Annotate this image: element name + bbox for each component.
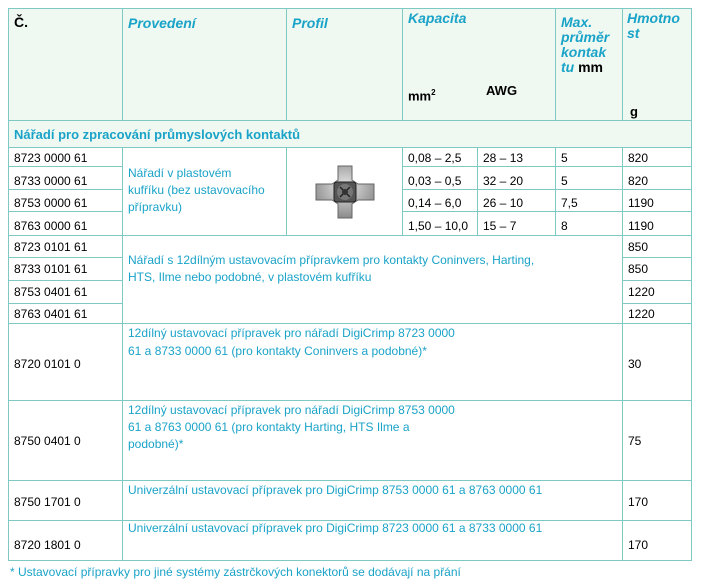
- cislo-cell: 8733 0000 61: [14, 174, 88, 188]
- grid-line: [555, 8, 556, 120]
- grid-line: [8, 560, 692, 561]
- grid-line: [622, 303, 692, 304]
- max-cell: 5: [561, 151, 568, 165]
- grid-line: [286, 147, 287, 235]
- grid-line: [8, 120, 692, 121]
- grid-line: [122, 147, 123, 561]
- grid-line: [286, 8, 287, 120]
- mm2-cell: 0,03 – 0,5: [408, 174, 462, 188]
- group2-description: Nářadí s 12dílným ustavovacím přípravkem pro kontakty Coninvers, Harting, HTS, Ilme nebo podobné, v plastovém kufříku: [128, 253, 535, 284]
- mm2-cell: 1,50 – 10,0: [408, 219, 469, 233]
- cislo-cell: 8763 0401 61: [14, 307, 88, 321]
- hmot-cell: 820: [628, 151, 649, 165]
- hmot-cell: 1220: [628, 307, 655, 321]
- awg-cell: 28 – 13: [483, 151, 524, 165]
- cislo-cell: 8720 0101 0: [14, 357, 81, 371]
- max-cell: 5: [561, 174, 568, 188]
- row-description: Univerzální ustavovací přípravek pro DigiCrimp 8753 0000 61 a 8763 0000 61: [128, 483, 543, 497]
- grid-line: [402, 8, 403, 120]
- grid-line: [622, 280, 692, 281]
- header-hmotnost: Hmotno st: [627, 10, 680, 41]
- grid-line: [402, 166, 692, 167]
- hmot-cell: 30: [628, 357, 642, 371]
- grid-line: [8, 235, 692, 236]
- max-cell: 8: [561, 219, 568, 233]
- row-description: Univerzální ustavovací přípravek pro DigiCrimp 8723 0000 61 a 8733 0000 61: [128, 521, 543, 535]
- cislo-cell: 8723 0101 61: [14, 240, 88, 254]
- header-provedeni: Provedení: [128, 15, 196, 31]
- grid-line: [8, 280, 122, 281]
- hmot-cell: 820: [628, 174, 649, 188]
- grid-line: [8, 166, 122, 167]
- grid-line: [555, 147, 556, 235]
- header-unit-mm2: $mm^2$: [408, 88, 436, 104]
- hmot-cell: 170: [628, 538, 649, 552]
- grid-line: [8, 480, 692, 481]
- grid-line: [622, 8, 623, 120]
- section-title: Nářadí pro zpracování průmyslových kontaktů: [14, 127, 301, 142]
- header-profil: Profil: [292, 15, 328, 31]
- grid-line: [8, 8, 692, 9]
- header-kapacita: Kapacita: [408, 10, 467, 26]
- row-description: 12dílný ustavovací přípravek pro nářadí DigiCrimp 8753 0000 61 a 8763 0000 61 (pro kontakty Harting, HTS Ilme a podobné)*: [128, 403, 455, 451]
- group1-description: Nářadí v plastovém kufříku (bez ustavovacího přípravku): [128, 166, 265, 214]
- cislo-cell: 8720 1801 0: [14, 538, 81, 552]
- cislo-cell: 8750 0401 0: [14, 434, 81, 448]
- max-cell: 7,5: [561, 196, 578, 210]
- hmot-cell: 850: [628, 240, 649, 254]
- cislo-cell: 8753 0000 61: [14, 196, 88, 210]
- grid-line: [8, 211, 122, 212]
- awg-cell: 32 – 20: [483, 174, 524, 188]
- grid-line: [8, 303, 122, 304]
- crimp-die-profile-icon: [310, 162, 380, 222]
- hmot-cell: 850: [628, 262, 649, 276]
- hmot-cell: 75: [628, 434, 642, 448]
- cislo-cell: 8763 0000 61: [14, 219, 88, 233]
- grid-line: [622, 147, 623, 561]
- grid-line: [8, 189, 122, 190]
- grid-line: [122, 8, 123, 120]
- cislo-cell: 8753 0401 61: [14, 285, 88, 299]
- header-unit-awg: AWG: [486, 83, 518, 98]
- grid-line: [402, 211, 692, 212]
- grid-line: [8, 147, 692, 148]
- grid-line: [477, 147, 478, 235]
- grid-line: [8, 8, 9, 561]
- footnote: * Ustavovací přípravky pro jiné systémy zástrčkových konektorů se dodávají na přání: [10, 565, 461, 579]
- cislo-cell: 8733 0101 61: [14, 262, 88, 276]
- mm2-cell: 0,08 – 2,5: [408, 151, 462, 165]
- grid-line: [691, 8, 692, 561]
- hmot-cell: 1190: [628, 219, 654, 233]
- grid-line: [622, 257, 692, 258]
- grid-line: [8, 257, 122, 258]
- row-description: 12dílný ustavovací přípravek pro nářadí DigiCrimp 8723 0000 61 a 8733 0000 61 (pro kontakty Coninvers a podobné)*: [128, 326, 455, 358]
- cislo-cell: 8723 0000 61: [14, 151, 88, 165]
- hmot-cell: 1190: [628, 196, 654, 210]
- header-unit-g: g: [630, 104, 638, 119]
- awg-cell: 26 – 10: [483, 196, 524, 210]
- hmot-cell: 1220: [628, 285, 655, 299]
- cislo-cell: 8750 1701 0: [14, 495, 81, 509]
- mm2-cell: 0,14 – 6,0: [408, 196, 462, 210]
- header-max-prumer: Max. průměr kontak tu mm: [561, 14, 610, 75]
- awg-cell: 15 – 7: [483, 219, 517, 233]
- grid-line: [402, 147, 403, 235]
- grid-line: [402, 189, 692, 190]
- grid-line: [8, 400, 692, 401]
- hmot-cell: 170: [628, 495, 649, 509]
- header-cislo: Č.: [14, 14, 28, 30]
